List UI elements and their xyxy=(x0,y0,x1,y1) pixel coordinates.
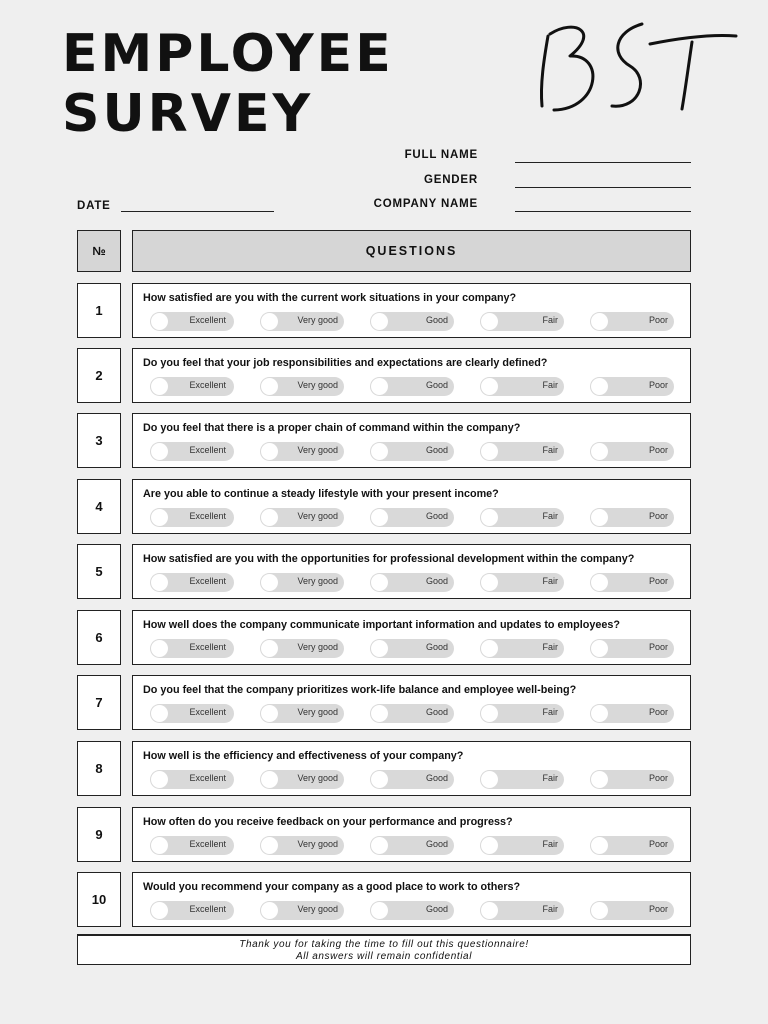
rating-label: Excellent xyxy=(189,839,226,849)
rating-toggle-fair[interactable] xyxy=(480,836,564,855)
rating-label: Fair xyxy=(542,511,558,521)
rating-toggle-good[interactable] xyxy=(370,442,454,461)
rating-toggle-poor[interactable] xyxy=(590,377,674,396)
rating-label: Excellent xyxy=(189,511,226,521)
rating-toggle-poor[interactable] xyxy=(590,508,674,527)
rating-label: Good xyxy=(425,904,448,914)
question-box xyxy=(132,741,691,796)
date-label: DATE xyxy=(77,200,111,212)
rating-label: Poor xyxy=(648,576,668,586)
question-box xyxy=(132,413,691,468)
rating-toggle-fair[interactable] xyxy=(480,573,564,592)
rating-toggle-poor[interactable] xyxy=(590,836,674,855)
rating-label: Poor xyxy=(648,904,668,914)
footer-line-1: Thank you for taking the time to fill out this questionnaire! xyxy=(239,939,529,950)
rating-label: Fair xyxy=(542,839,558,849)
footer-line-2: All answers will remain confidential xyxy=(295,951,473,962)
rating-toggle-poor[interactable] xyxy=(590,639,674,658)
rating-toggle-fair[interactable] xyxy=(480,704,564,723)
question-text: How well is the efficiency and effectiveness of your company? xyxy=(143,750,464,762)
rating-toggle-very-good[interactable] xyxy=(260,312,344,331)
rating-label: Excellent xyxy=(189,445,226,455)
rating-toggle-good[interactable] xyxy=(370,377,454,396)
rating-toggle-excellent[interactable] xyxy=(150,508,234,527)
title-line-1: EMPLOYEE xyxy=(62,24,394,84)
question-row xyxy=(0,807,768,863)
rating-toggle-fair[interactable] xyxy=(480,639,564,658)
rating-label: Excellent xyxy=(189,576,226,586)
question-row xyxy=(0,675,768,731)
question-box xyxy=(132,283,691,338)
rating-toggle-fair[interactable] xyxy=(480,442,564,461)
rating-label: Very good xyxy=(297,773,338,783)
rating-toggle-good[interactable] xyxy=(370,573,454,592)
rating-label: Good xyxy=(425,773,448,783)
rating-label: Fair xyxy=(542,576,558,586)
question-box xyxy=(132,675,691,730)
question-number: 8 xyxy=(77,741,121,796)
rating-label: Excellent xyxy=(189,707,226,717)
question-box xyxy=(132,610,691,665)
rating-toggle-poor[interactable] xyxy=(590,573,674,592)
rating-toggle-fair[interactable] xyxy=(480,377,564,396)
rating-label: Very good xyxy=(297,839,338,849)
bst-signature-logo xyxy=(530,14,745,119)
rating-toggle-poor[interactable] xyxy=(590,704,674,723)
full-name-field[interactable] xyxy=(515,162,691,163)
date-field[interactable] xyxy=(121,211,274,212)
question-text: Do you feel that your job responsibilities and expectations are clearly defined? xyxy=(143,357,548,369)
rating-toggle-excellent[interactable] xyxy=(150,770,234,789)
question-box xyxy=(132,348,691,403)
question-number: 4 xyxy=(77,479,121,534)
rating-label: Good xyxy=(425,839,448,849)
rating-toggle-poor[interactable] xyxy=(590,442,674,461)
company-name-field[interactable] xyxy=(515,211,691,212)
rating-toggle-poor[interactable] xyxy=(590,312,674,331)
rating-label: Poor xyxy=(648,773,668,783)
rating-toggle-very-good[interactable] xyxy=(260,442,344,461)
question-text: How satisfied are you with the opportunities for professional development within the company? xyxy=(143,553,635,565)
rating-toggle-very-good[interactable] xyxy=(260,377,344,396)
gender-field[interactable] xyxy=(515,187,691,188)
rating-label: Excellent xyxy=(189,773,226,783)
rating-label: Fair xyxy=(542,445,558,455)
rating-toggle-poor[interactable] xyxy=(590,901,674,920)
footer-note xyxy=(77,934,691,965)
question-number: 2 xyxy=(77,348,121,403)
rating-label: Fair xyxy=(542,904,558,914)
question-row xyxy=(0,741,768,797)
company-name-label: COMPANY NAME xyxy=(373,198,478,210)
question-box xyxy=(132,807,691,862)
rating-toggle-excellent[interactable] xyxy=(150,312,234,331)
rating-toggle-good[interactable] xyxy=(370,704,454,723)
rating-toggle-good[interactable] xyxy=(370,639,454,658)
question-text: Would you recommend your company as a good place to work to others? xyxy=(143,881,521,893)
question-box xyxy=(132,544,691,599)
rating-toggle-fair[interactable] xyxy=(480,770,564,789)
rating-toggle-very-good[interactable] xyxy=(260,704,344,723)
question-text: Are you able to continue a steady lifestyle with your present income? xyxy=(143,488,499,500)
rating-label: Fair xyxy=(542,773,558,783)
question-row xyxy=(0,413,768,469)
rating-label: Good xyxy=(425,576,448,586)
rating-label: Good xyxy=(425,315,448,325)
rating-label: Poor xyxy=(648,315,668,325)
rating-label: Good xyxy=(425,380,448,390)
rating-label: Good xyxy=(425,642,448,652)
rating-toggle-good[interactable] xyxy=(370,508,454,527)
question-number: 7 xyxy=(77,675,121,730)
rating-label: Poor xyxy=(648,839,668,849)
rating-label: Very good xyxy=(297,707,338,717)
rating-label: Poor xyxy=(648,511,668,521)
rating-label: Excellent xyxy=(189,315,226,325)
question-row xyxy=(0,610,768,666)
question-row xyxy=(0,872,768,928)
question-number: 10 xyxy=(77,872,121,927)
rating-toggle-poor[interactable] xyxy=(590,770,674,789)
rating-toggle-excellent[interactable] xyxy=(150,901,234,920)
rating-toggle-very-good[interactable] xyxy=(260,770,344,789)
question-number: 5 xyxy=(77,544,121,599)
question-text: Do you feel that the company prioritizes work-life balance and employee well-being? xyxy=(143,684,577,696)
full-name-label: FULL NAME xyxy=(404,149,478,161)
question-text: How often do you receive feedback on your performance and progress? xyxy=(143,816,513,828)
rating-toggle-excellent[interactable] xyxy=(150,639,234,658)
rating-label: Very good xyxy=(297,642,338,652)
question-text: Do you feel that there is a proper chain of command within the company? xyxy=(143,422,521,434)
rating-toggle-good[interactable] xyxy=(370,836,454,855)
rating-toggle-very-good[interactable] xyxy=(260,836,344,855)
rating-toggle-very-good[interactable] xyxy=(260,573,344,592)
rating-toggle-good[interactable] xyxy=(370,312,454,331)
rating-toggle-fair[interactable] xyxy=(480,508,564,527)
question-box xyxy=(132,872,691,927)
rating-label: Poor xyxy=(648,707,668,717)
rating-label: Good xyxy=(425,445,448,455)
rating-toggle-fair[interactable] xyxy=(480,312,564,331)
rating-label: Good xyxy=(425,707,448,717)
rating-label: Very good xyxy=(297,380,338,390)
rating-label: Very good xyxy=(297,904,338,914)
rating-label: Very good xyxy=(297,576,338,586)
rating-toggle-excellent[interactable] xyxy=(150,836,234,855)
rating-label: Poor xyxy=(648,642,668,652)
rating-toggle-excellent[interactable] xyxy=(150,377,234,396)
question-text: How satisfied are you with the current work situations in your company? xyxy=(143,292,517,304)
question-row xyxy=(0,544,768,600)
rating-label: Excellent xyxy=(189,642,226,652)
rating-toggle-good[interactable] xyxy=(370,901,454,920)
rating-label: Excellent xyxy=(189,904,226,914)
rating-label: Good xyxy=(425,511,448,521)
rating-toggle-excellent[interactable] xyxy=(150,442,234,461)
survey-title xyxy=(62,24,394,144)
question-row xyxy=(0,348,768,404)
gender-label: GENDER xyxy=(423,174,478,186)
rating-toggle-fair[interactable] xyxy=(480,901,564,920)
question-number: 1 xyxy=(77,283,121,338)
rating-label: Very good xyxy=(297,445,338,455)
rating-toggle-excellent[interactable] xyxy=(150,704,234,723)
rating-label: Fair xyxy=(542,380,558,390)
rating-toggle-excellent[interactable] xyxy=(150,573,234,592)
number-column-header: № xyxy=(77,230,121,272)
rating-label: Fair xyxy=(542,315,558,325)
rating-toggle-very-good[interactable] xyxy=(260,639,344,658)
question-number: 6 xyxy=(77,610,121,665)
rating-label: Very good xyxy=(297,511,338,521)
question-row xyxy=(0,479,768,535)
question-box xyxy=(132,479,691,534)
rating-toggle-very-good[interactable] xyxy=(260,508,344,527)
questions-column-header: QUESTIONS xyxy=(132,230,691,272)
rating-label: Fair xyxy=(542,707,558,717)
rating-toggle-very-good[interactable] xyxy=(260,901,344,920)
rating-label: Poor xyxy=(648,380,668,390)
rating-toggle-good[interactable] xyxy=(370,770,454,789)
title-line-2: SURVEY xyxy=(62,84,314,144)
question-number: 3 xyxy=(77,413,121,468)
rating-label: Excellent xyxy=(189,380,226,390)
rating-label: Poor xyxy=(648,445,668,455)
rating-label: Very good xyxy=(297,315,338,325)
question-number: 9 xyxy=(77,807,121,862)
question-row xyxy=(0,283,768,339)
question-text: How well does the company communicate important information and updates to employees? xyxy=(143,619,620,631)
rating-label: Fair xyxy=(542,642,558,652)
